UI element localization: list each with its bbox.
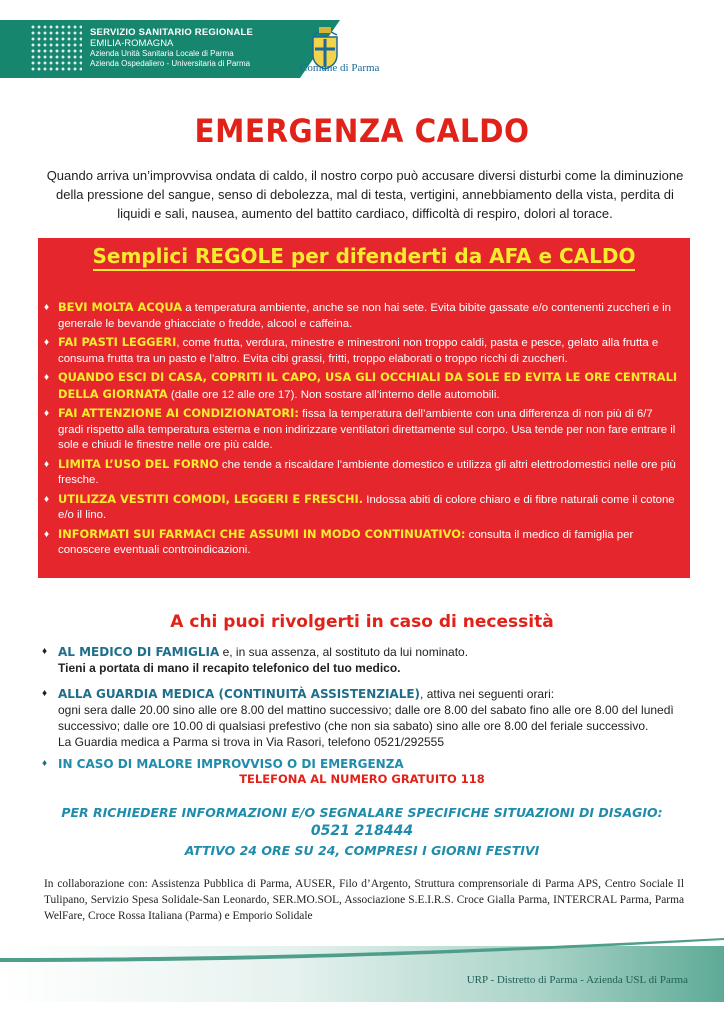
rule-text: (dalle ore 12 alle ore 17). Non sostare all’interno delle automobili. bbox=[167, 388, 500, 401]
rule-item bbox=[44, 457, 680, 489]
rule-item bbox=[44, 335, 680, 367]
rule-key: BEVI MOLTA ACQUA bbox=[58, 300, 183, 314]
rule-key: INFORMATI SUI FARMACI CHE ASSUMI IN MODO CONTINUATIVO: bbox=[58, 526, 466, 541]
contact-text: , attiva nei seguenti orari: bbox=[420, 687, 555, 701]
info-hours: ATTIVO 24 ORE SU 24, COMPRESI I GIORNI FESTIVI bbox=[184, 843, 540, 858]
rule-item bbox=[44, 406, 680, 454]
rule-text: , come frutta, verdura, minestre e minestroni non troppo caldi, pasta e pesce, gelato alla frutta e consuma frutta tra un pasto e l’altro. Evita cibi grassi, fritti, troppo elaborati o troppo ricchi di zuccheri. bbox=[58, 337, 659, 365]
rule-text: fissa la temperatura dell’ambiente con una differenza di non più di 6/7 gradi rispetto alla temperatura esterna e non indirizzare ventilatori direttamente sul corpo. Usa tende per non fare entrare il sole e chiudi le finestre nelle ore più calde. bbox=[58, 408, 676, 451]
rule-item bbox=[44, 492, 680, 524]
org-line-2: EMILIA-ROMAGNA bbox=[90, 38, 174, 49]
diamond-bullet-icon: ♦ bbox=[42, 688, 48, 699]
comune-label: Comune di Parma bbox=[300, 62, 380, 74]
footer-wave bbox=[0, 938, 724, 962]
intro-text: Quando arriva un’improvvisa ondata di caldo, il nostro corpo può accusare diversi disturbi come la diminuzione della pressione del sangue, senso di debolezza, mal di testa, vertigini, annebbiamento della vista, perdita di liquidi e sali, nausea, aumento del battito cardiaco, difficoltà di respiro, dolori al torace. bbox=[46, 168, 684, 221]
rule-item bbox=[44, 370, 680, 403]
rules-box bbox=[38, 238, 690, 578]
rule-key: FAI ATTENZIONE AI CONDIZIONATORI: bbox=[58, 406, 299, 420]
contact-guardia-medica bbox=[42, 686, 708, 750]
diamond-bullet-icon: ♦ bbox=[44, 408, 50, 419]
rules-title bbox=[38, 244, 690, 268]
diamond-bullet-icon: ♦ bbox=[44, 337, 50, 348]
rule-text: che tende a riscaldare l’ambiente domestico e utilizza gli altri elettrodomestici nelle ore più fresche. bbox=[58, 458, 676, 486]
rule-text: a temperatura ambiente, anche se non hai sete. Evita bibite gassate e/o contenenti zuccheri e in generale le bevande ghiacciate o fredde, alcool e caffeina. bbox=[58, 302, 671, 330]
diamond-bullet-icon: ♦ bbox=[44, 372, 50, 383]
page-title: EMERGENZA CALDO bbox=[194, 112, 530, 150]
contact-family-doctor bbox=[42, 644, 708, 676]
info-phone: 0521 218444 bbox=[310, 823, 414, 839]
diamond-bullet-icon: ♦ bbox=[42, 758, 48, 769]
rule-key: QUANDO ESCI DI CASA, COPRITI IL CAPO, USA GLI OCCHIALI DA SOLE ED EVITA LE ORE CENTRALI DELLA GIORNATA bbox=[58, 370, 678, 401]
diamond-bullet-icon: ♦ bbox=[42, 646, 48, 657]
contact-address: La Guardia medica a Parma si trova in Via Rasori, telefono 0521/292555 bbox=[58, 735, 445, 749]
collaboration-text: In collaborazione con: Assistenza Pubblica di Parma, AUSER, Filo d’Argento, Struttura comprensoriale di Parma APS, Centro Sociale Il Tulipano, Servizio Spesa Solidale-San Leonardo, SER.MO.SOL, Associazione S.E.I.R.S. Croce Gialla Parma, INTERCRAL Parma, Parma WelFare, Croce Rossa Italiana (Parma) e Emporio Solidale bbox=[44, 878, 684, 922]
contacts-title: A chi puoi rivolgerti in caso di necessità bbox=[170, 612, 554, 632]
rule-key: UTILIZZA VESTITI COMODI, LEGGERI E FRESCHI. bbox=[58, 491, 364, 506]
rules-list bbox=[44, 300, 680, 562]
rule-item bbox=[44, 527, 680, 559]
contact-hours: ogni sera dalle 20.00 sino alle ore 8.00 del mattino successivo; dalle ore 8.00 del sabato fino alle ore 8.00 del lunedì successivo; dalle ore 10.00 di qualsiasi prefestivo (che non sia sabato) sino alle ore 8.00 del feriale successivo. bbox=[58, 703, 674, 733]
rule-text: consulta il medico di famiglia per conoscere eventuali controindicazioni. bbox=[58, 528, 634, 556]
diamond-bullet-icon: ♦ bbox=[44, 458, 50, 470]
rules-title-text: Semplici REGOLE per difenderti da AFA e CALDO bbox=[93, 244, 636, 271]
contact-note: Tieni a portata di mano il recapito telefonico del tuo medico. bbox=[58, 661, 401, 675]
org-line-3: Azienda Unità Sanitaria Locale di Parma bbox=[90, 49, 234, 58]
rule-key: LIMITA L’USO DEL FORNO bbox=[58, 456, 219, 471]
contact-key: IN CASO DI MALORE IMPROVVISO O DI EMERGENZA bbox=[58, 757, 404, 771]
diamond-bullet-icon: ♦ bbox=[44, 302, 50, 313]
info-line: PER RICHIEDERE INFORMAZIONI E/O SEGNALARE SPECIFICHE SITUAZIONI DI DISAGIO: bbox=[61, 805, 663, 820]
rule-key: FAI PASTI LEGGERI bbox=[58, 335, 177, 349]
rule-text: Indossa abiti di colore chiaro e di fibre naturali come il cotone e/o il lino. bbox=[58, 493, 675, 521]
contact-text: e, in sua assenza, al sostituto da lui nominato. bbox=[219, 645, 469, 659]
diamond-bullet-icon: ♦ bbox=[44, 528, 50, 540]
contact-emergency bbox=[42, 756, 708, 772]
diamond-bullet-icon: ♦ bbox=[44, 493, 50, 505]
contact-key: AL MEDICO DI FAMIGLIA bbox=[58, 645, 220, 659]
ssr-logo-icon bbox=[30, 24, 82, 72]
org-line-4: Azienda Ospedaliero - Universitaria di Parma bbox=[90, 59, 251, 68]
org-line-1: SERVIZIO SANITARIO REGIONALE bbox=[90, 27, 254, 38]
header-org bbox=[90, 27, 253, 69]
rule-item bbox=[44, 300, 680, 332]
contact-key: ALLA GUARDIA MEDICA (CONTINUITÀ ASSISTENZIALE) bbox=[58, 687, 421, 701]
footer-text: URP - Distretto di Parma - Azienda USL di Parma bbox=[466, 974, 688, 986]
toll-free-number: TELEFONA AL NUMERO GRATUITO 118 bbox=[239, 772, 485, 786]
